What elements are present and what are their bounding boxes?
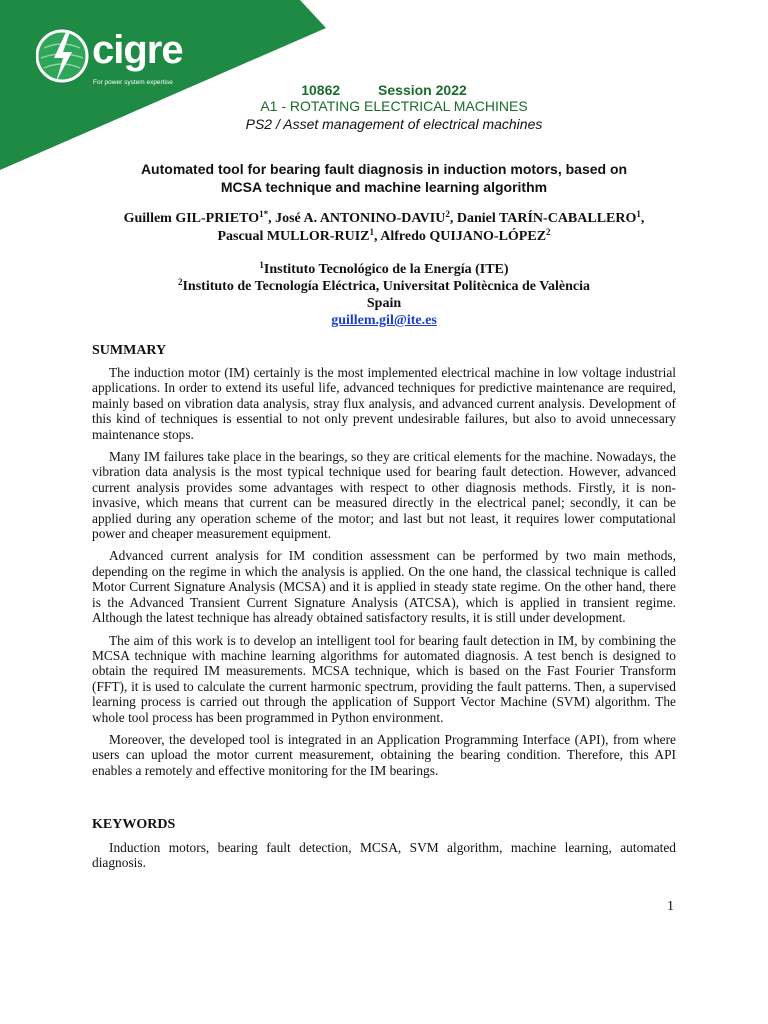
author-list: [80, 210, 688, 246]
author-affiliation-mark: 2: [546, 227, 551, 237]
summary-body: [92, 365, 676, 785]
keywords-text: Induction motors, bearing fault detection, MCSA, SVM algorithm, machine learning, automated diagnosis.: [92, 840, 676, 871]
author-name: Daniel TARÍN-CABALLERO: [456, 211, 637, 226]
author-line-1: Guillem GIL-$PRIETO^{1*}$, José A. ANTONINO-DAVIU$^2$, Daniel TARÍN-CABALLERO$^1$,: [123, 209, 645, 226]
paper-number: 10862: [301, 82, 341, 98]
author-affiliation-mark: 1: [636, 209, 641, 219]
keywords-heading: KEYWORDS: [92, 817, 176, 832]
author-name: Pascual MULLOR-RUIZ: [217, 229, 370, 244]
summary-paragraph: Many IM failures take place in the bearings, so they are critical elements for the machine. Nowadays, the vibration data analysis is the most typical technique used for bearing fault detection. However, advanced current analysis provides some advantages with respect to other diagnosis methods. Firstly, it is non-invasive, which means that current can be measured directly in the electrical panel; secondly, it can be applied during any operation scheme of the motor; and last but not least, it requires lower computational power and cheaper measurement equipment.: [92, 449, 676, 542]
author-line-2: Pascual MULLOR-RUIZ$^1$, Alfredo QUIJANO-LÓPEZ$^2$: [217, 227, 551, 244]
title-line-1: Automated tool for bearing fault diagnosis in induction motors, based on: [140, 161, 628, 177]
summary-paragraph: The induction motor (IM) certainly is the most implemented electrical machine in low voltage industrial applications. In order to extend its useful life, advanced techniques for predictive maintenance are required, mainly based on vibration data analysis, stray flux analysis, and advanced current analysis. Development of this kind of techniques is essential to not only prevent undesirable failures, but also to avoid unnecessary maintenance stops.: [92, 365, 676, 442]
logo-wordmark: cigre: [92, 28, 183, 72]
paper-title: [90, 160, 678, 196]
author-affiliation-mark: 1*: [259, 209, 269, 219]
session-label: Session 2022: [378, 82, 467, 98]
affiliation-2: $^2$Instituto de Tecnología Eléctrica, Universitat Politècnica de València: [177, 277, 591, 294]
affiliations: [80, 261, 688, 329]
email-link[interactable]: guillem.gil@ite.es: [331, 313, 437, 328]
study-committee: A1 - ROTATING ELECTRICAL MACHINES: [260, 98, 528, 114]
summary-paragraph: Advanced current analysis for IM condition assessment can be performed by two main methods, depending on the regime in which the analysis is applied. On the one hand, the classical technique is called Motor Current Signature Analysis (MCSA) and it is applied in steady state regime. On the other hand, there is the Advanced Transient Current Signature Analysis (ATCSA), which is applied in transient regime. Although the latest technique has already obtained satisfactory results, it is still under development.: [92, 548, 676, 626]
logo-tagline: For power system expertise: [93, 79, 173, 86]
country: Spain: [366, 296, 402, 311]
author-name: Guillem GIL-PRIETO: [123, 211, 260, 226]
keywords-body: [92, 840, 676, 878]
author-name: José A. ANTONINO-DAVIU: [275, 211, 446, 226]
affiliation-1: $^1$Instituto Tecnológico de la Energía (ITE): [259, 260, 509, 277]
author-name: Alfredo QUIJANO-LÓPEZ: [380, 229, 547, 244]
summary-paragraph: The aim of this work is to develop an intelligent tool for bearing fault detection in IM, by combining the MCSA technique with machine learning algorithms for automated diagnosis. A test bench is designed to obtain the required IM measurements. MCSA technique, which is based on the Fast Fourier Transform (FFT), it is used to calculate the current harmonic spectrum, providing the fault patterns. Then, a supervised learning process is carried out through the application of Support Vector Machine (SVM) algorithm. The whole tool process has been programmed in Python environment.: [92, 632, 676, 725]
summary-heading: SUMMARY: [92, 343, 167, 358]
preferential-subject: PS2 / Asset management of electrical machines: [245, 116, 543, 132]
session-line: [0, 82, 768, 98]
author-affiliation-mark: 1: [369, 227, 374, 237]
title-line-2: MCSA technique and machine learning algorithm: [220, 179, 548, 195]
summary-paragraph: Moreover, the developed tool is integrated in an Application Programming Interface (API), from where users can upload the motor current measurement, obtaining the bearing condition. Therefore, this API enables a remotely and effective monitoring for the IM bearings.: [92, 731, 676, 778]
author-affiliation-mark: 2: [445, 209, 450, 219]
page-number: 1: [667, 899, 674, 914]
